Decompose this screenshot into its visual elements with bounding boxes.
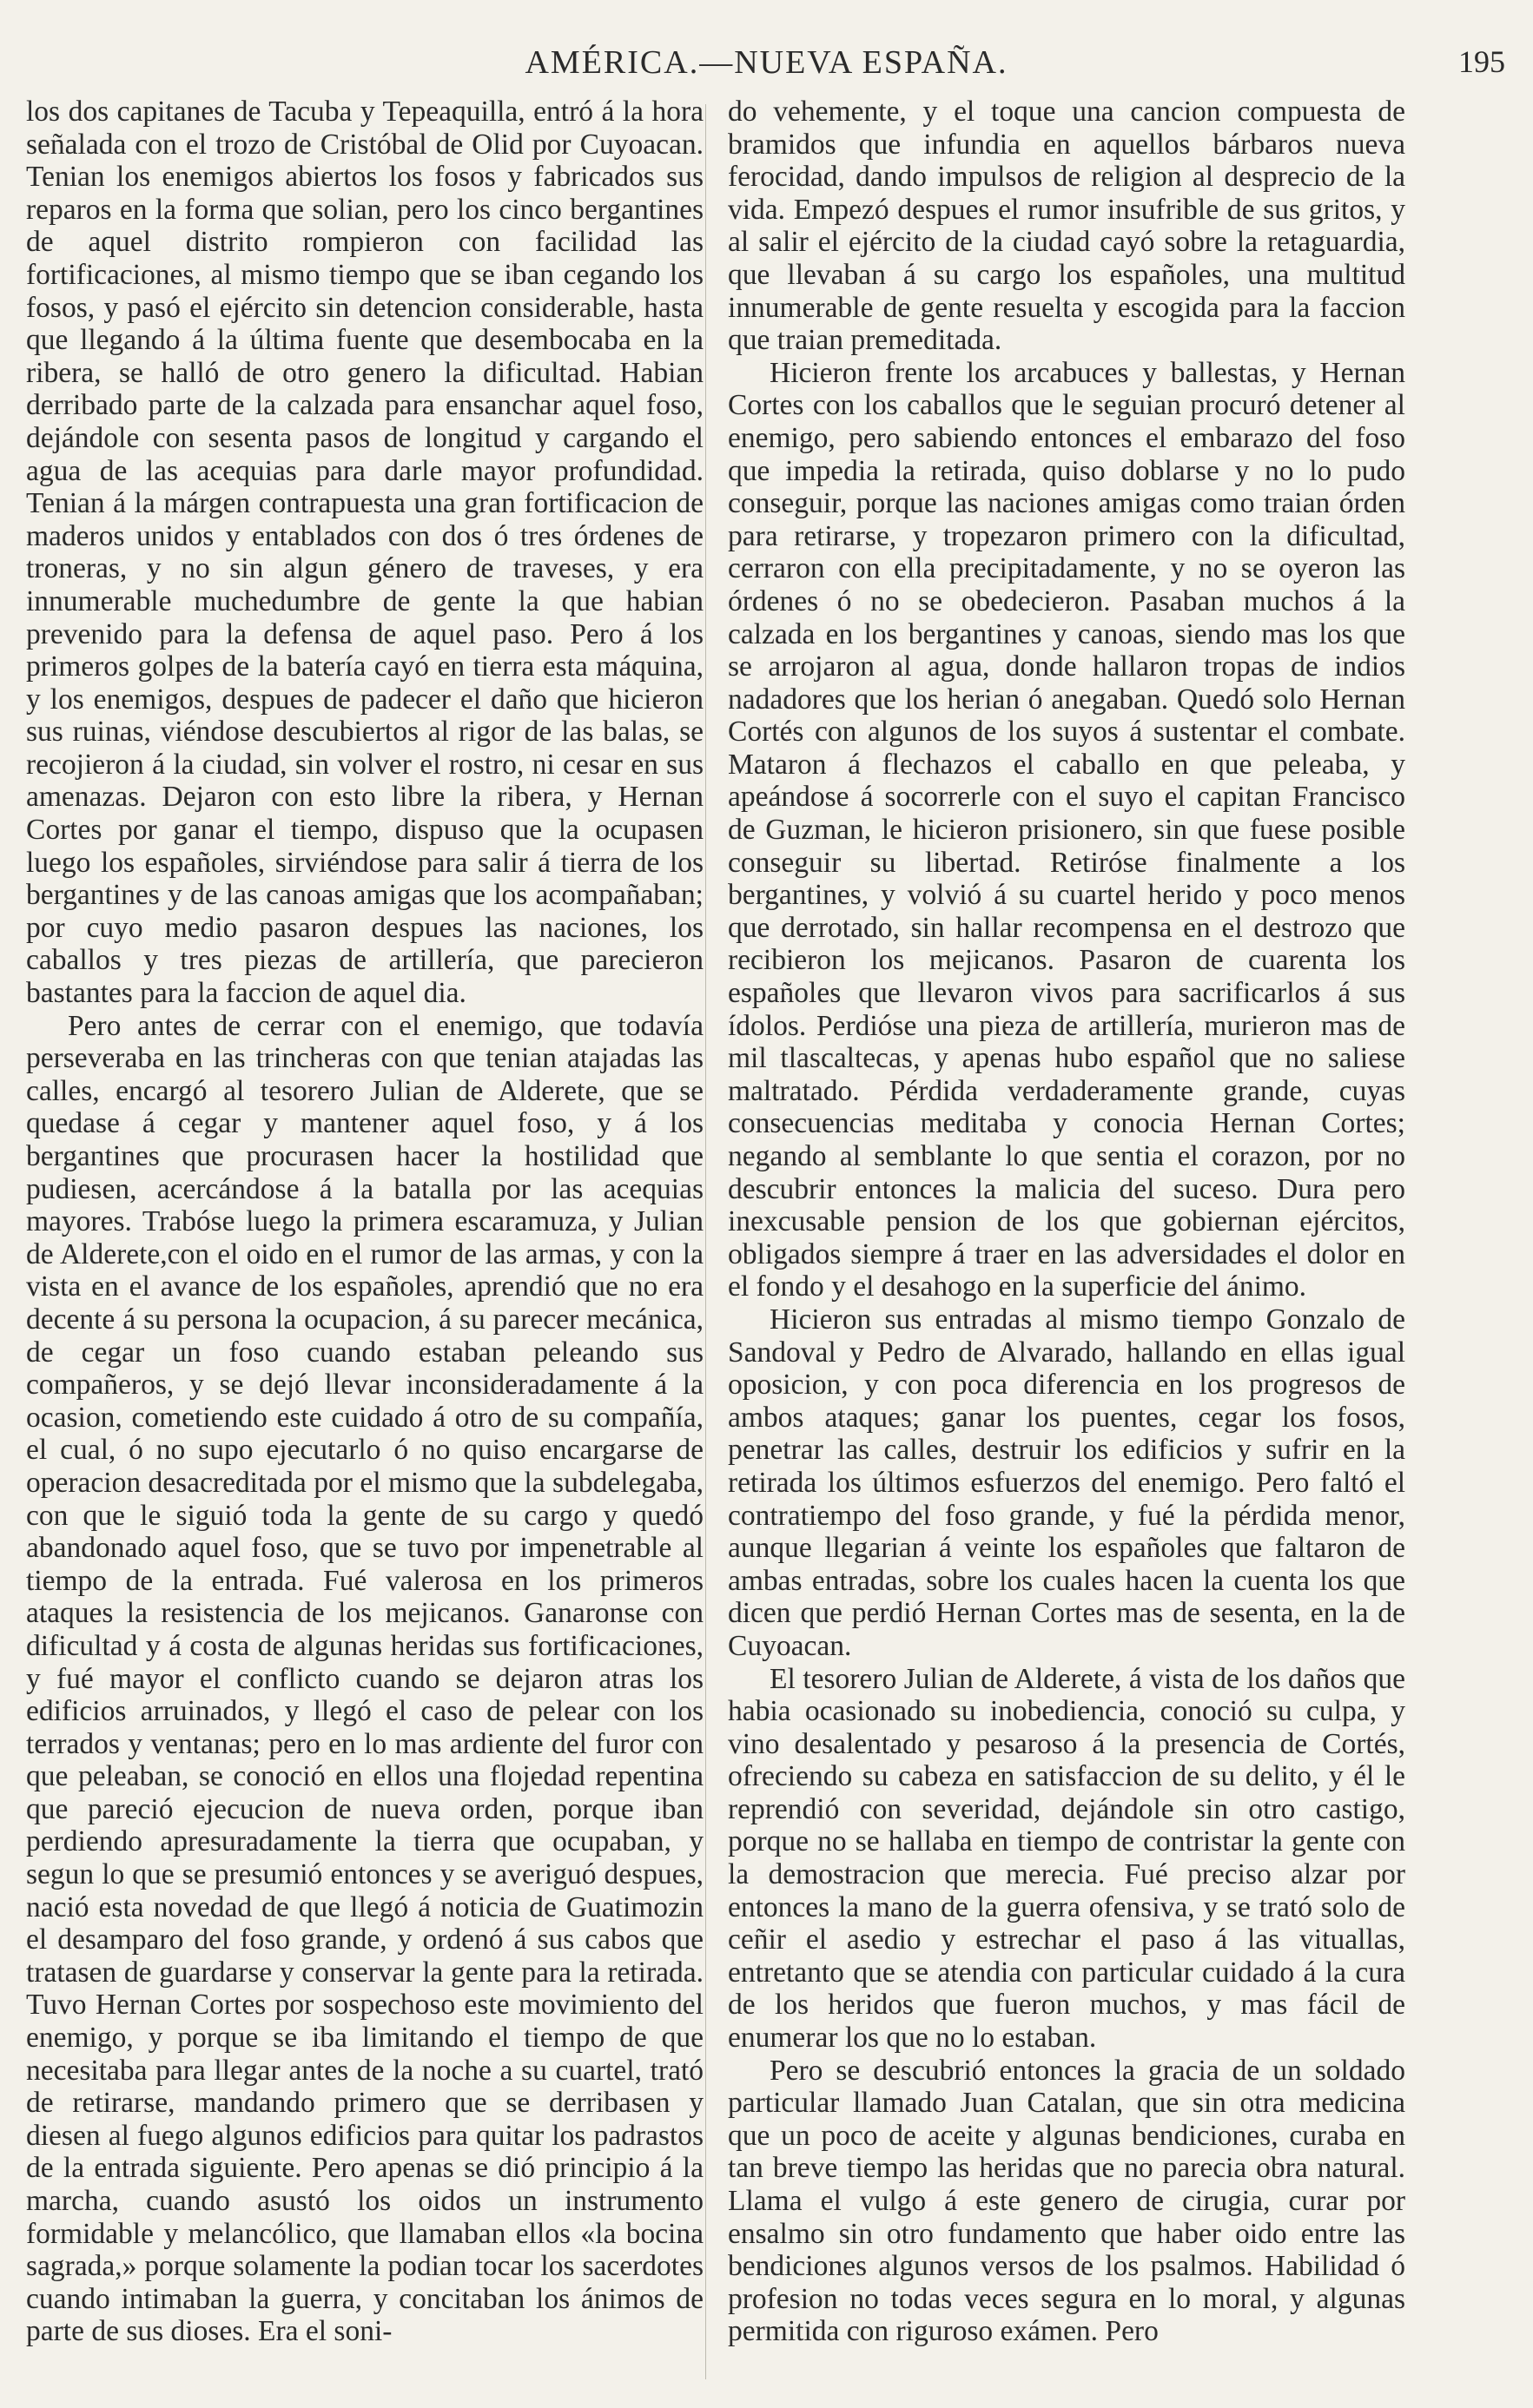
paragraph: Hicieron frente los arcabuces y ballestas, y Hernan Cortes con los caballos que le seguian procuró detener al enemigo, pero sabiendo entonces el embarazo del foso que impedia la retirada, quiso doblarse y no lo pudo conseguir, porque las naciones amigas como traian órden para retirarse, y tropezaron primero con la dificultad, cerraron con ella precipitadamente, y no se oyeron las órdenes ó no se obedecieron. Pasaban muchos á la calzada en los bergantines y canoas, siendo mas los que se arrojaron al agua, donde hallaron tropas de indios nadadores que los herian ó anegaban. Quedó solo Hernan Cortés con algunos de los suyos á sustentar el combate. Mataron á flechazos el caballo en que peleaba, y apeándose á socorrerle con el suyo el capitan Francisco de Guzman, le hicieron prisionero, sin que fuese posible conseguir su libertad. Retiróse finalmente a los bergantines, y volvió á su cuartel herido y poco menos que derrotado, sin hallar recompensa en el destrozo que recibieron los mejicanos. Pasaron de cuarenta los españoles que llevaron vivos para sacrificarlos á sus ídolos. Perdióse una pieza de artillería, murieron mas de mil tlascaltecas, y apenas hubo español que no saliese maltratado. Pérdida verdaderamente grande, cuyas consecuencias meditaba y conocia Hernan Cortes; negando al semblante lo que sentia el corazon, por no descubrir entonces la malicia del suceso. Dura pero inexcusable pension de los que gobiernan ejércitos, obligados siempre á traer en las adversidades el dolor en el fondo y el desahogo en la superficie del ánimo. — [728, 356, 1405, 1303]
paragraph: El tesorero Julian de Alderete, á vista de los daños que habia ocasionado su inobediencia, conoció su culpa, y vino desalentado y pesaroso á la presencia de Cortés, ofreciendo su cabeza en satisfaccion de su delito, y él le reprendió con severidad, dejándole sin otro castigo, porque no se hallaba en tiempo de contristar la gente con la demostracion que merecia. Fué preciso alzar por entonces la mano de la guerra ofensiva, y se trató solo de ceñir el asedio y estrechar el paso á las vituallas, entretanto que se atendia con particular cuidado á la cura de los heridos que fueron muchos, y mas fácil de enumerar los que no lo estaban. — [728, 1662, 1405, 2055]
paragraph: Hicieron sus entradas al mismo tiempo Gonzalo de Sandoval y Pedro de Alvarado, hallando en ellas igual oposicion, y con poca diferencia en los progresos de ambos ataques; ganar los puentes, cegar los fosos, penetrar las calles, destruir los edificios y sufrir en la retirada los últimos esfuerzos del enemigo. Pero faltó el contratiempo del foso grande, y fué la pérdida menor, aunque llegarian á veinte los españoles que faltaron de ambas entradas, sobre los cuales hacen la cuenta los que dicen que perdió Hernan Cortes mas de sesenta, en la de Cuyoacan. — [728, 1303, 1405, 1662]
paragraph: Pero se descubrió entonces la gracia de un soldado particular llamado Juan Catalan, que sin otra medicina que un poco de aceite y algunas bendiciones, curaba en tan breve tiempo las heridas que no parecia obra natural. Llama el vulgo á este genero de cirugia, curar por ensalmo sin otro fundamento que haber oido entre las bendiciones algunos versos de los psalmos. Habilidad ó profesion no todas veces segura en lo moral, y algunas permitida con riguroso exámen. Pero — [728, 2054, 1405, 2348]
left-column — [26, 96, 704, 2348]
page-header — [17, 19, 1516, 89]
paragraph: Pero antes de cerrar con el enemigo, que todavía perseveraba en las trincheras con que tenian atajadas las calles, encargó al tesorero Julian de Alderete, que se quedase á cegar y mantener aquel foso, y á los bergantines que procurasen hacer la hostilidad que pudiesen, acercándose á la batalla por las acequias mayores. Trabóse luego la primera escaramuza, y Julian de Alderete,con el oido en el rumor de las armas, y con la vista en el avance de los españoles, aprendió que no era decente á su persona la ocupacion, á su parecer mecánica, de cegar un foso cuando estaban peleando sus compañeros, y se dejó llevar inconsideradamente á la ocasion, cometiendo este cuidado á otro de su compañía, el cual, ó no supo ejecutarlo ó no quiso encargarse de operacion desacreditada por el mismo que la subdelegaba, con que le siguió toda la gente de su cargo y quedó abandonado aquel foso, que se tuvo por impenetrable al tiempo de la entrada. Fué valerosa en los primeros ataques la resistencia de los mejicanos. Ganaronse con dificultad y á costa de algunas heridas sus fortificaciones, y fué mayor el conflicto cuando se dejaron atras los edificios arruinados, y llegó el caso de pelear con los terrados y ventanas; pero en lo mas ardiente del furor con que peleaban, se conoció en ellos una flojedad repentina que pareció ejecucion de nueva orden, porque iban perdiendo apresuradamente la tierra que ocupaban, y segun lo que se presumió entonces y se averiguó despues, nació esta novedad de que llegó á noticia de Guatimozin el desamparo del foso grande, y ordenó á sus cabos que tratasen de guardarse y conservar la gente para la retirada. Tuvo Hernan Cortes por sospechoso este movimiento del enemigo, y porque se iba limitando el tiempo de que necesitaba para llegar antes de la noche a su cuartel, trató de retirarse, mandando primero que se derribasen y diesen al fuego algunos edificios para quitar los padrastos de la entrada siguiente. Pero apenas se dió principio á la marcha, cuando asustó los oidos un instrumento formidable y melancólico, que llamaban ellos «la bocina sagrada,» porque solamente la podian tocar los sacerdotes cuando intimaban la guerra, y concitaban los ánimos de parte de sus dioses. Era el soni- — [26, 1009, 704, 2348]
column-divider — [705, 104, 706, 2379]
running-title: AMÉRICA.—NUEVA ESPAÑA. — [525, 44, 1008, 81]
page-number: 195 — [1458, 44, 1505, 79]
right-column — [728, 96, 1405, 2348]
paragraph: do vehemente, y el toque una cancion compuesta de bramidos que infundia en aquellos bárbaros nueva ferocidad, dando impulsos de religion al desprecio de la vida. Empezó despues el rumor insufrible de sus gritos, y al salir el ejército de la ciudad cayó sobre la retaguardia, que llevaban á su cargo los españoles, una multitud innumerable de gente resuelta y escogida para la faccion que traian premeditada. — [728, 96, 1405, 357]
paragraph: los dos capitanes de Tacuba y Tepeaquilla, entró á la hora señalada con el trozo de Cristóbal de Olid por Cuyoacan. Tenian los enemigos abiertos los fosos y fabricados sus reparos en la forma que solian, pero los cinco bergantines de aquel distrito rompieron con facilidad las fortificaciones, al mismo tiempo que se iban cegando los fosos, y pasó el ejército sin detencion considerable, hasta que llegando á la última fuente que desembocaba en la ribera, se halló de otro genero la dificultad. Habian derribado parte de la calzada para ensanchar aquel foso, dejándole con sesenta pasos de longitud y cargando el agua de las acequias para darle mayor profundidad. Tenian á la márgen contrapuesta una gran fortificacion de maderos unidos y entablados con dos ó tres órdenes de troneras, y no sin algun género de traveses, y era innumerable muchedumbre de gente la que habian prevenido para la defensa de aquel paso. Pero á los primeros golpes de la batería cayó en tierra esta máquina, y los enemigos, despues de padecer el daño que hicieron sus ruinas, viéndose descubiertos al rigor de las balas, se recojieron á la ciudad, sin volver el rostro, ni cesar en sus amenazas. Dejaron con esto libre la ribera, y Hernan Cortes por ganar el tiempo, dispuso que la ocupasen luego los españoles, sirviéndose para salir á tierra de los bergantines y de las canoas amigas que los acompañaban; por cuyo medio pasaron despues las naciones, los caballos y tres piezas de artillería, que parecieron bastantes para la faccion de aquel dia. — [26, 96, 704, 1010]
